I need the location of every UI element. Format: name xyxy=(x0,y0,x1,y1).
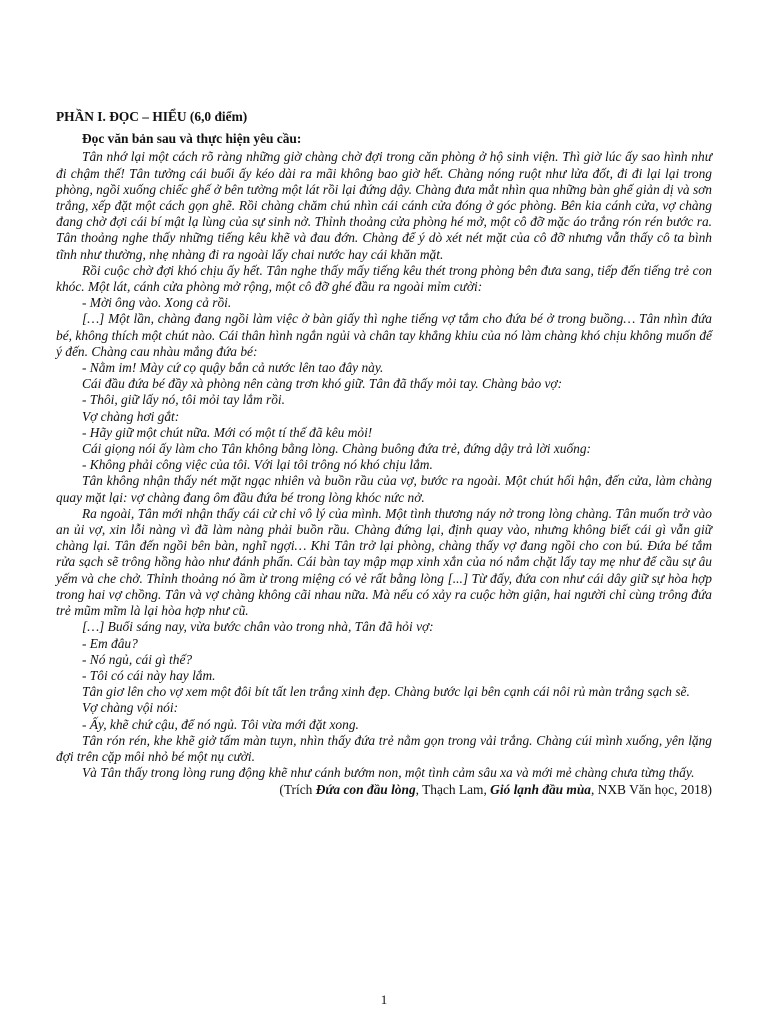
passage-paragraph: - Thôi, giữ lấy nó, tôi mỏi tay lắm rồi. xyxy=(82,392,285,408)
passage-paragraph: Tân nhớ lại một cách rõ ràng những giờ chàng chờ đợi trong căn phòng ở hộ sinh viện. Thì giờ lúc ấy sao hình như đi chậm thế! Tân tưởng cái buổi ấy kéo dài ra mãi không bao giờ hết. Chàng nóng ruột như lửa đốt, đi đi lại lại trong phòng, ngồi xuống chiếc ghế ở bên tường một lát rồi lại đứng dậy. Chàng đưa mắt nhìn qua những bàn ghế giản dị và sơn trắng, xếp đặt một cách gọn ghẽ. Rồi chàng chăm chú nhìn cái cánh cửa đóng ở góc phòng. Bên kia cánh cửa, vợ chàng đang chờ đợi cái bí mật lạ lùng của sự sinh nở. Thỉnh thoảng cửa phòng hé mở, một cô đỡ mặc áo trắng rón rén bước ra. Tân thoảng nghe thấy những tiếng kêu khẽ và đau đớn. Chàng để ý dò xét nét mặt của cô đỡ nhưng vẫn thấy cô ta bình tĩnh như thường, nhẹ nhàng đi ra ngoài lấy chai nước hay cái khăn mặt. xyxy=(56,149,712,262)
citation-work-title: Đứa con đầu lòng xyxy=(315,782,416,798)
reading-section xyxy=(56,109,712,799)
passage-paragraph: - Nằm im! Mày cứ cọ quậy bắn cả nước lên tao đây này. xyxy=(82,360,384,376)
passage-paragraph: Cái đầu đứa bé đầy xà phòng nên càng trơn khó giữ. Tân đã thấy mỏi tay. Chàng bảo vợ: xyxy=(82,376,563,392)
passage-paragraph: - Hãy giữ một chút nữa. Mới có một tí thế đã kêu mỏi! xyxy=(82,424,373,440)
source-citation xyxy=(56,782,712,798)
page-number: 1 xyxy=(380,992,388,1007)
citation-prefix: (Trích xyxy=(279,782,316,798)
passage-paragraph: Vợ chàng hơi gắt: xyxy=(82,408,180,424)
passage-paragraph: Và Tân thấy trong lòng rung động khẽ như cánh bướm non, một tình cảm sâu xa và mới mẻ chàng chưa từng thấy. xyxy=(82,765,695,781)
passage-paragraph: Tân không nhận thấy nét mặt ngạc nhiên và buồn rầu của vợ, bước ra ngoài. Một chút hối hận, đến cửa, làm chàng quay mặt lại: vợ chàng đang ôm đầu đứa bé trong lòng khóc nức nở. xyxy=(56,473,712,505)
instruction-text: Đọc văn bản sau và thực hiện yêu cầu: xyxy=(82,131,302,147)
passage-paragraph: Cái giọng nói ấy làm cho Tân không bằng lòng. Chàng buông đứa trẻ, đứng dậy trả lời xuống: xyxy=(82,441,592,457)
passage-paragraph: Vợ chàng vội nói: xyxy=(82,700,179,716)
passage-paragraph: - Tôi có cái này hay lắm. xyxy=(82,667,216,683)
passage-paragraph: Tân rón rén, khe khẽ giở tấm màn tuyn, nhìn thấy đứa trẻ nằm gọn trong vải trắng. Chàng cúi mình xuống, yên lặng đợi trên cặp môi nhỏ bé một nụ cười. xyxy=(56,732,712,764)
passage-paragraph: - Ấy, khẽ chứ cậu, để nó ngủ. Tôi vừa mới đặt xong. xyxy=(82,716,359,732)
passage-paragraph: - Em đâu? xyxy=(82,635,138,651)
passage-paragraph: - Nó ngủ, cái gì thế? xyxy=(82,651,193,667)
citation-collection-title: Gió lạnh đầu mùa xyxy=(490,782,591,798)
passage-paragraph: - Không phải công việc của tôi. Với lại tôi trông nó khó chịu lắm. xyxy=(82,457,433,473)
section-heading: PHẦN I. ĐỌC – HIỂU (6,0 điểm) xyxy=(56,109,248,124)
citation-author: , Thạch Lam, xyxy=(415,782,491,798)
passage-paragraph: - Mời ông vào. Xong cả rồi. xyxy=(82,295,232,311)
passage-paragraph: Rồi cuộc chờ đợi khó chịu ấy hết. Tân nghe thấy mấy tiếng kêu thét trong phòng bên đưa sang, tiếp đến tiếng trẻ con khóc. Một lát, cánh cửa phòng mở rộng, một cô đỡ ghé đầu ra ngoài mỉm cười: xyxy=(56,262,712,295)
passage-paragraph: […] Một lần, chàng đang ngồi làm việc ở bàn giấy thì nghe tiếng vợ tắm cho đứa bé ở trong buồng… Tân nhìn đứa bé, không thích một chút nào. Cái thân hình ngắn ngủi và chân tay khẳng khiu của nó làm chàng khó chịu không muốn để ý đến. Chàng cau nhàu mắng đứa bé: xyxy=(56,311,712,359)
passage-paragraph: Tân giơ lên cho vợ xem một đôi bít tất len trắng xinh đẹp. Chàng bước lại bên cạnh cái nôi rủ màn trắng sạch sẽ. xyxy=(82,684,690,700)
passage-paragraph: Ra ngoài, Tân mới nhận thấy cái cử chỉ vô lý của mình. Một tình thương náy nở trong lòng chàng. Tân muốn trở vào an ủi vợ, xin lỗi nàng vì đã làm nàng phải buồn rầu. Chàng đứng lại, định quay vào, nhưng không biết cái gì vẫn giữ chàng lại. Tân đến ngồi bên bàn, nghĩ ngợi… Khi Tân trở lại phòng, chàng thấy vợ đang ngồi cho con bú. Đứa bé tắm rửa sạch sẽ trông hồng hào như đánh phấn. Cái bàn tay mập mạp xinh xắn của nó nắm chặt lấy tay mẹ như để cầu sự âu yếm và che chở. Thỉnh thoảng nó ầm ừ trong miệng có vẻ rất bằng lòng [...] Từ đấy, đứa con như cái dây giữ sự hòa hợp trong hai vợ chồng. Tân và vợ chàng không cãi nhau nữa. Mà nếu có xảy ra cuộc hờn giận, hai người chỉ cùng trông đứa trẻ mũm mĩm là lại hòa hợp như cũ. xyxy=(56,505,712,619)
citation-publisher: , NXB Văn học, 2018) xyxy=(591,782,712,798)
passage-paragraph: […] Buổi sáng nay, vừa bước chân vào trong nhà, Tân đã hỏi vợ: xyxy=(82,619,434,635)
